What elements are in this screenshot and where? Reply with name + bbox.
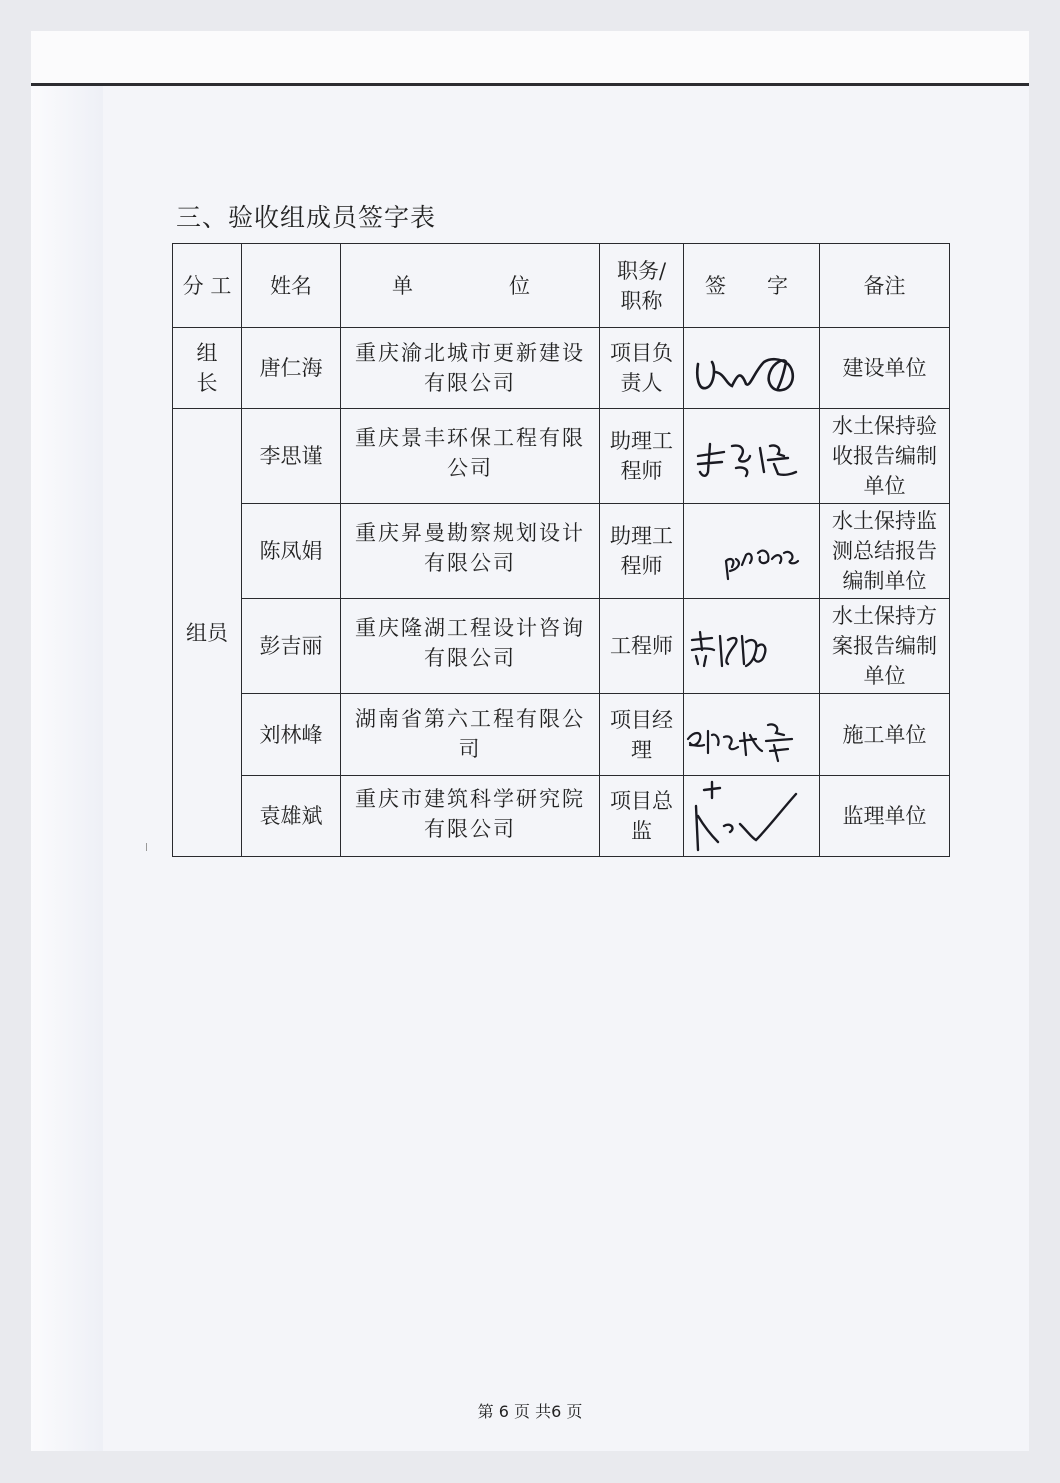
member-name: 陈凤娟: [242, 504, 341, 599]
title-line1: 项目负: [610, 341, 673, 365]
unit-line1: 重庆渝北城市更新建设: [355, 341, 585, 365]
role-member: 组员: [173, 409, 242, 857]
header-title-line2: 职称: [620, 288, 663, 313]
title-line2: 责人: [620, 371, 663, 395]
signature-image-4: [684, 606, 818, 686]
member-remark: [820, 504, 950, 599]
member-name: 彭吉丽: [242, 599, 341, 694]
member-unit: [341, 599, 600, 694]
member-title: [600, 504, 684, 599]
unit-line2: 公司: [447, 456, 493, 480]
title-line2: 理: [631, 737, 652, 762]
remark-line2: 案报告编制: [832, 634, 937, 658]
handwritten-signature-6: [684, 776, 820, 857]
remark-line1: 水土保持方: [832, 604, 937, 628]
member-title: [600, 776, 684, 857]
unit-line2: 司: [458, 737, 482, 761]
handwritten-signature-3: [684, 504, 820, 599]
scan-top-margin: [31, 31, 1029, 86]
remark-line3: 编制单位: [842, 569, 927, 593]
remark-line1: 水土保持监: [832, 509, 937, 533]
role-leader-line2: 长: [196, 371, 218, 395]
table-header-row: [173, 244, 950, 328]
member-unit: [341, 409, 600, 504]
header-signature: 签 字: [684, 244, 820, 328]
member-unit: [341, 694, 600, 776]
title-line1: 项目经: [610, 707, 673, 732]
signature-image-5: [684, 695, 818, 775]
member-title: [600, 694, 684, 776]
member-remark: [820, 599, 950, 694]
header-unit: 单 位: [341, 244, 600, 328]
member-name: 唐仁海: [242, 328, 341, 409]
member-remark: [820, 694, 950, 776]
handwritten-signature-5: [684, 694, 820, 776]
unit-line1: 重庆市建筑科学研究院: [355, 787, 585, 811]
title-line2: 程师: [620, 459, 663, 483]
title-line2: 监: [631, 819, 652, 843]
table-row: [173, 409, 950, 504]
member-remark: [820, 409, 950, 504]
table-row: [173, 776, 950, 857]
remark-line3: 单位: [863, 474, 906, 498]
member-title: [600, 328, 684, 409]
remark-line1: 施工单位: [842, 722, 927, 747]
unit-line1: 重庆隆湖工程设计咨询: [355, 616, 585, 640]
remark-line2: 测总结报告: [832, 539, 937, 563]
signature-image-1: [684, 328, 818, 408]
role-leader: [173, 328, 242, 409]
title-line2: 程师: [620, 554, 663, 578]
signature-image-2: [684, 416, 818, 496]
table-row: [173, 504, 950, 599]
member-remark: [820, 776, 950, 857]
member-remark: [820, 328, 950, 409]
remark-line1: 监理单位: [842, 804, 927, 828]
member-name: 刘林峰: [242, 694, 341, 776]
unit-line2: 有限公司: [424, 817, 516, 841]
scan-mark: [146, 843, 147, 851]
member-name: 袁雄斌: [242, 776, 341, 857]
unit-line1: 湖南省第六工程有限公: [355, 707, 585, 731]
section-title: 三、验收组成员签字表: [176, 203, 437, 232]
unit-line2: 有限公司: [424, 371, 516, 395]
member-name: 李思谨: [242, 409, 341, 504]
remark-line1: 水土保持验: [832, 414, 937, 438]
member-unit: [341, 504, 600, 599]
title-line1: 项目总: [610, 789, 673, 813]
signature-image-6: [684, 776, 818, 856]
title-line1: 助理工: [610, 524, 673, 548]
signature-table: [172, 243, 950, 857]
unit-line2: 有限公司: [424, 646, 516, 670]
handwritten-signature-2: [684, 409, 820, 504]
page-number-footer: 第 6 页 共6 页: [477, 1402, 583, 1421]
remark-line3: 单位: [863, 664, 906, 688]
member-unit: [341, 328, 600, 409]
table-row: [173, 599, 950, 694]
member-unit: [341, 776, 600, 857]
title-line1: 工程师: [610, 634, 673, 658]
remark-line2: 收报告编制: [832, 444, 937, 468]
table-row: [173, 328, 950, 409]
document-page: [31, 31, 1029, 1451]
title-line1: 助理工: [610, 429, 673, 453]
header-remark: 备注: [820, 244, 950, 328]
unit-line1: 重庆景丰环保工程有限: [355, 426, 585, 450]
handwritten-signature-1: [684, 328, 820, 409]
scan-left-shadow: [31, 86, 103, 1451]
header-title-line1: 职务/: [616, 258, 667, 283]
remark-line1: 建设单位: [842, 356, 927, 380]
signature-image-3: [684, 511, 818, 591]
header-title: [600, 244, 684, 328]
handwritten-signature-4: [684, 599, 820, 694]
header-role: 分 工: [173, 244, 242, 328]
member-title: [600, 409, 684, 504]
unit-line2: 有限公司: [424, 551, 516, 575]
unit-line1: 重庆昇曼勘察规划设计: [355, 521, 585, 545]
table-row: [173, 694, 950, 776]
member-title: [600, 599, 684, 694]
role-leader-line1: 组: [196, 341, 218, 365]
header-name: 姓名: [242, 244, 341, 328]
